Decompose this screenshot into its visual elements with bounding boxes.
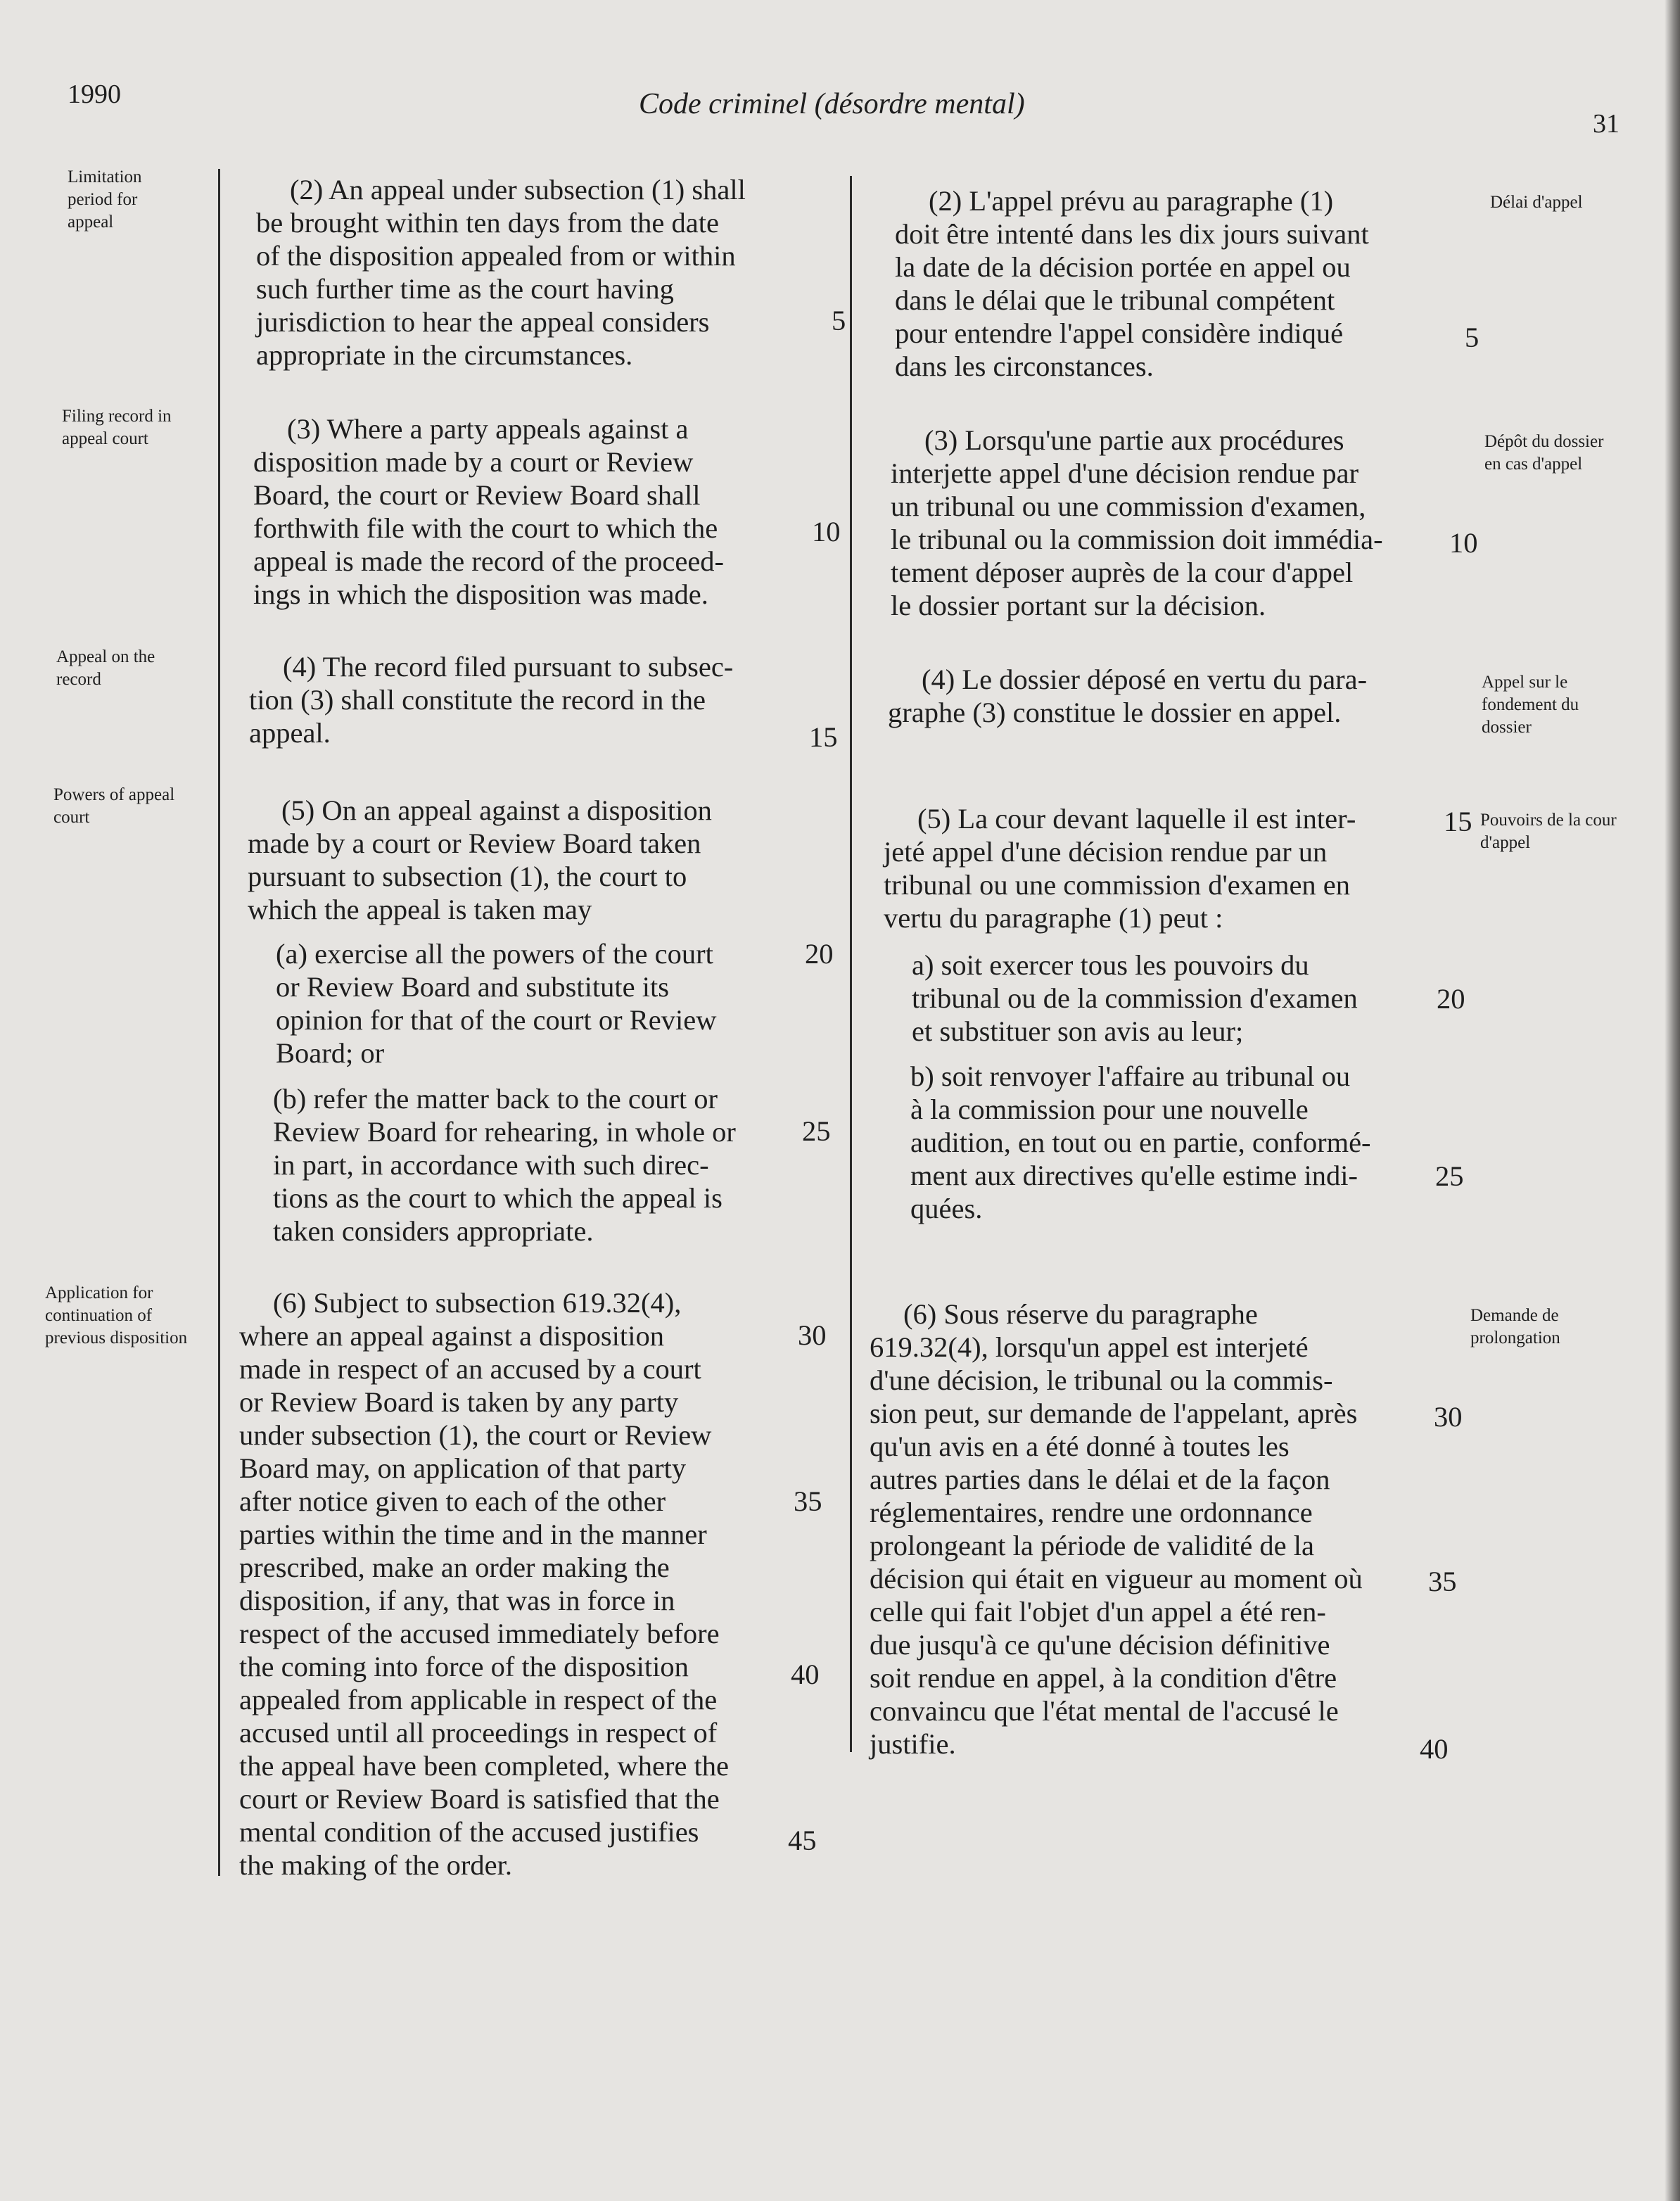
- text-line: décision qui était en vigueur au moment où: [870, 1563, 1363, 1594]
- text-line: forthwith file with the court to which the: [253, 512, 718, 544]
- line-number: 40: [1420, 1733, 1449, 1765]
- text-line: (6) Subject to subsection 619.32(4),: [273, 1287, 682, 1319]
- text-line: tribunal ou de la commission d'examen: [912, 982, 1358, 1014]
- english-subsection-6: [239, 1286, 729, 1882]
- line-number: 45: [788, 1825, 817, 1856]
- text-line: (5) La cour devant laquelle il est inter-: [917, 803, 1356, 835]
- text-line: convaincu que l'état mental de l'accusé le: [870, 1695, 1339, 1727]
- page-number: 31: [1593, 109, 1619, 139]
- text-line: (4) Le dossier déposé en vertu du para-: [922, 664, 1368, 695]
- running-title: Code criminel (désordre mental): [639, 88, 1025, 120]
- text-line: where an appeal against a disposition: [239, 1320, 664, 1352]
- text-line: the coming into force of the disposition: [239, 1651, 689, 1682]
- text-line: disposition made by a court or Review: [253, 446, 694, 478]
- text-line: Board, the court or Review Board shall: [253, 479, 701, 511]
- text-line: prescribed, make an order making the: [239, 1552, 670, 1583]
- text-line: the making of the order.: [239, 1849, 513, 1881]
- line-number: 35: [1428, 1566, 1457, 1597]
- margin-note-prolongation: Demande de prolongation: [1470, 1306, 1560, 1347]
- text-line: réglementaires, rendre une ordonnance: [870, 1497, 1313, 1528]
- french-subsection-4: [888, 663, 1367, 729]
- margin-note-pouvoirs: Pouvoirs de la cour d'appel: [1480, 811, 1617, 852]
- english-subsection-2: [256, 173, 746, 372]
- text-line: appeal.: [249, 717, 331, 749]
- text-line: tion (3) shall constitute the record in the: [249, 684, 706, 716]
- line-number: 20: [805, 938, 834, 970]
- french-paragraph-5b: [910, 1060, 1371, 1225]
- english-paragraph-5b: [273, 1082, 736, 1248]
- text-line: mental condition of the accused justifies: [239, 1816, 699, 1848]
- text-line: or Review Board and substitute its: [276, 971, 670, 1003]
- text-line: pour entendre l'appel considère indiqué: [895, 317, 1344, 349]
- text-line: à la commission pour une nouvelle: [910, 1093, 1309, 1125]
- text-line: due jusqu'à ce qu'une décision définitive: [870, 1629, 1330, 1661]
- text-line: Board; or: [276, 1037, 385, 1069]
- text-line: ings in which the disposition was made.: [253, 578, 708, 610]
- margin-note-delai: Délai d'appel: [1490, 193, 1583, 212]
- text-line: disposition, if any, that was in force in: [239, 1585, 675, 1616]
- text-line: d'une décision, le tribunal ou la commis-: [870, 1364, 1333, 1396]
- text-line: or Review Board is taken by any party: [239, 1386, 679, 1418]
- text-line: the appeal have been completed, where the: [239, 1750, 730, 1782]
- text-line: graphe (3) constitue le dossier en appel.: [888, 697, 1342, 728]
- page-binding-edge: [1665, 0, 1680, 2201]
- english-subsection-5: [248, 794, 712, 926]
- text-line: in part, in accordance with such direc-: [273, 1149, 709, 1181]
- text-line: taken considers appropriate.: [273, 1215, 594, 1247]
- text-line: doit être intenté dans les dix jours suivant: [895, 218, 1369, 250]
- center-column-rule: [850, 176, 852, 1752]
- text-line: ment aux directives qu'elle estime indi-: [910, 1160, 1358, 1191]
- line-number: 40: [791, 1658, 820, 1690]
- text-line: vertu du paragraphe (1) peut :: [884, 902, 1223, 934]
- english-subsection-3: [253, 412, 724, 611]
- text-line: respect of the accused immediately before: [239, 1618, 720, 1649]
- text-line: accused until all proceedings in respect of: [239, 1717, 718, 1749]
- text-line: (2) An appeal under subsection (1) shall: [290, 174, 746, 205]
- line-number: 25: [1435, 1160, 1464, 1192]
- line-number: 5: [1465, 322, 1479, 353]
- text-line: (b) refer the matter back to the court or: [273, 1083, 718, 1115]
- text-line: autres parties dans le délai et de la façon: [870, 1464, 1330, 1495]
- text-line: (3) Lorsqu'une partie aux procédures: [924, 424, 1344, 456]
- text-line: (5) On an appeal against a disposition: [281, 794, 712, 826]
- line-number: 35: [794, 1485, 822, 1517]
- french-subsection-6: [870, 1298, 1363, 1761]
- text-line: appeal is made the record of the proceed-: [253, 545, 725, 577]
- french-paragraph-5a: [912, 949, 1358, 1048]
- text-line: un tribunal ou une commission d'examen,: [891, 490, 1366, 522]
- text-line: a) soit exercer tous les pouvoirs du: [912, 949, 1309, 981]
- text-line: dans les circonstances.: [895, 350, 1154, 382]
- line-number: 25: [802, 1115, 831, 1147]
- text-line: prolongeant la période de validité de la: [870, 1530, 1315, 1561]
- margin-note-limitation: Limitation period for appeal: [68, 167, 142, 231]
- line-number: 15: [809, 721, 838, 753]
- text-line: of the disposition appealed from or within: [256, 240, 736, 272]
- english-subsection-4: [249, 650, 733, 749]
- text-line: made in respect of an accused by a court: [239, 1353, 701, 1385]
- text-line: under subsection (1), the court or Review: [239, 1419, 712, 1451]
- text-line: tribunal ou une commission d'examen en: [884, 869, 1351, 901]
- text-line: (2) L'appel prévu au paragraphe (1): [929, 185, 1334, 217]
- text-line: tement déposer auprès de la cour d'appel: [891, 557, 1354, 588]
- text-line: qu'un avis en a été donné à toutes les: [870, 1431, 1290, 1462]
- text-line: celle qui fait l'objet d'un appel a été ren-: [870, 1596, 1326, 1628]
- text-line: le tribunal ou la commission doit immédia-: [891, 524, 1383, 555]
- text-line: justifie.: [870, 1728, 956, 1760]
- margin-note-filing-record: Filing record in appeal court: [62, 407, 172, 448]
- left-column-rule: [218, 169, 220, 1876]
- french-subsection-5: [884, 802, 1356, 934]
- text-line: after notice given to each of the other: [239, 1485, 666, 1517]
- text-line: et substituer son avis au leur;: [912, 1015, 1244, 1047]
- text-line: Board may, on application of that party: [239, 1452, 687, 1484]
- text-line: dans le délai que le tribunal compétent: [895, 284, 1335, 316]
- text-line: 619.32(4), lorsqu'un appel est interjeté: [870, 1331, 1309, 1363]
- text-line: opinion for that of the court or Review: [276, 1004, 717, 1036]
- margin-note-continuation: Application for continuation of previous disposition: [45, 1283, 188, 1347]
- text-line: (3) Where a party appeals against a: [287, 413, 689, 445]
- text-line: court or Review Board is satisfied that the: [239, 1783, 720, 1815]
- text-line: appropriate in the circumstances.: [256, 339, 633, 371]
- margin-note-depot: Dépôt du dossier en cas d'appel: [1484, 432, 1604, 474]
- text-line: pursuant to subsection (1), the court to: [248, 861, 687, 892]
- line-number: 30: [798, 1319, 827, 1351]
- margin-note-appel-dossier: Appel sur le fondement du dossier: [1482, 673, 1579, 737]
- french-subsection-2: [895, 184, 1369, 383]
- text-line: jurisdiction to hear the appeal considers: [256, 306, 710, 338]
- text-line: audition, en tout ou en partie, conformé-: [910, 1127, 1371, 1158]
- line-number: 30: [1434, 1401, 1463, 1433]
- text-line: quées.: [910, 1193, 983, 1224]
- text-line: which the appeal is taken may: [248, 894, 592, 925]
- text-line: (a) exercise all the powers of the court: [276, 938, 713, 970]
- english-paragraph-5a: [276, 937, 716, 1070]
- text-line: appealed from applicable in respect of the: [239, 1684, 718, 1715]
- text-line: interjette appel d'une décision rendue par: [891, 457, 1359, 489]
- line-number: 10: [812, 516, 841, 547]
- text-line: le dossier portant sur la décision.: [891, 590, 1266, 621]
- text-line: sion peut, sur demande de l'appelant, après: [870, 1397, 1358, 1429]
- text-line: soit rendue en appel, à la condition d'être: [870, 1662, 1337, 1694]
- line-number: 5: [832, 305, 846, 336]
- line-number: 20: [1437, 983, 1465, 1015]
- text-line: (4) The record filed pursuant to subsec-: [283, 651, 734, 683]
- text-line: Review Board for rehearing, in whole or: [273, 1116, 736, 1148]
- year: 1990: [68, 80, 121, 109]
- text-line: such further time as the court having: [256, 273, 674, 305]
- text-line: la date de la décision portée en appel ou: [895, 251, 1351, 283]
- text-line: tions as the court to which the appeal is: [273, 1182, 723, 1214]
- line-number: 10: [1449, 527, 1478, 559]
- line-number: 15: [1444, 806, 1472, 837]
- text-line: made by a court or Review Board taken: [248, 827, 701, 859]
- french-subsection-3: [891, 424, 1383, 622]
- text-line: be brought within ten days from the date: [256, 207, 719, 239]
- text-line: jeté appel d'une décision rendue par un: [884, 836, 1328, 868]
- text-line: (6) Sous réserve du paragraphe: [903, 1298, 1258, 1330]
- margin-note-powers: Powers of appeal court: [53, 785, 175, 827]
- margin-note-appeal-record: Appeal on the record: [56, 647, 155, 689]
- text-line: b) soit renvoyer l'affaire au tribunal ou: [910, 1060, 1351, 1092]
- text-line: parties within the time and in the manner: [239, 1518, 707, 1550]
